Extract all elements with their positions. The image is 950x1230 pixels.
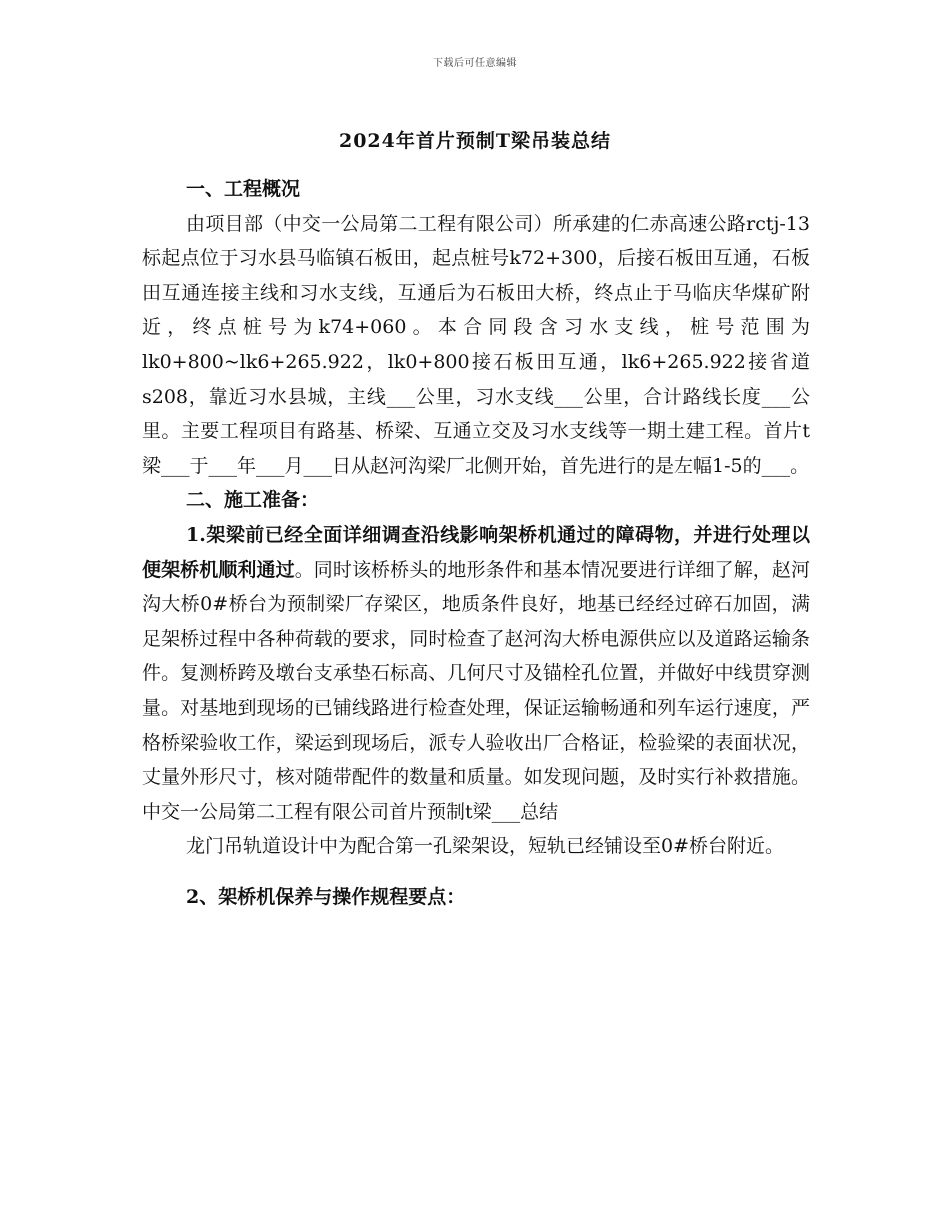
- gantry-rail-paragraph: 龙门吊轨道设计中为配合第一孔梁架设，短轨已经铺设至0#桥台附近。: [186, 835, 785, 858]
- section-heading-overview: 一、工程概况: [186, 178, 301, 200]
- preparation-item-1-text: 。同时该桥桥头的地形条件和基本情况要进行详细了解，赵河沟大桥0#桥台为预制梁厂存梁区，地质条件良好，地基已经经过碎石加固，满足架桥过程中各种荷载的要求，同时检查了赵河沟大桥电源供应以及道路运输条件。复测桥跨及墩台支承垫石标高、几何尺寸及锚栓孔位置，并做好中线贯穿测量。对基地到现场的已铺线路进行检查处理，保证运输畅通和列车运行速度，严格桥梁验收工作，梁运到现场后，派专人验收出厂合格证，检验梁的表面状况，丈量外形尺寸，核对随带配件的数量和质量。如发现问题，及时实行补救措施。中交一公局第二工程有限公司首片预制t梁___总结: [142, 558, 810, 823]
- section-heading-preparation: 二、施工准备：: [186, 489, 320, 512]
- document-body: [142, 172, 810, 914]
- document-title: 2024年首片预制T梁吊装总结: [338, 130, 612, 152]
- overview-paragraph: 由项目部（中交一公局第二工程有限公司）所承建的仁赤高速公路rctj-13标起点位于习水县马临镇石板田，起点桩号k72+300，后接石板田互通，石板田互通连接主线和习水支线，互通后为石板田大桥，终点止于马临庆华煤矿附近，终点桩号为k74+060。本合同段含习水支线，桩号范围为lk0+800~lk6+265.922，lk0+800接石板田互通，lk6+265.922接省道s208，靠近习水县城，主线___公里，习水支线___公里，合计路线长度___公里。主要工程项目有路基、桥梁、互通立交及习水支线等一期土建工程。首片t梁___于___年___月___日从赵河沟梁厂北侧开始，首先进行的是左幅1-5的___。: [142, 212, 810, 477]
- header-note: 下载后可任意编辑: [433, 58, 517, 69]
- section-heading-maintenance: 2、架桥机保养与操作规程要点：: [186, 885, 466, 908]
- preparation-item-1-bold: 1.架梁前已经全面详细调查沿线影响架桥机通过的障碍物，并进行处理以便架桥机顺利通过: [142, 523, 810, 581]
- preparation-item-1: [142, 518, 810, 829]
